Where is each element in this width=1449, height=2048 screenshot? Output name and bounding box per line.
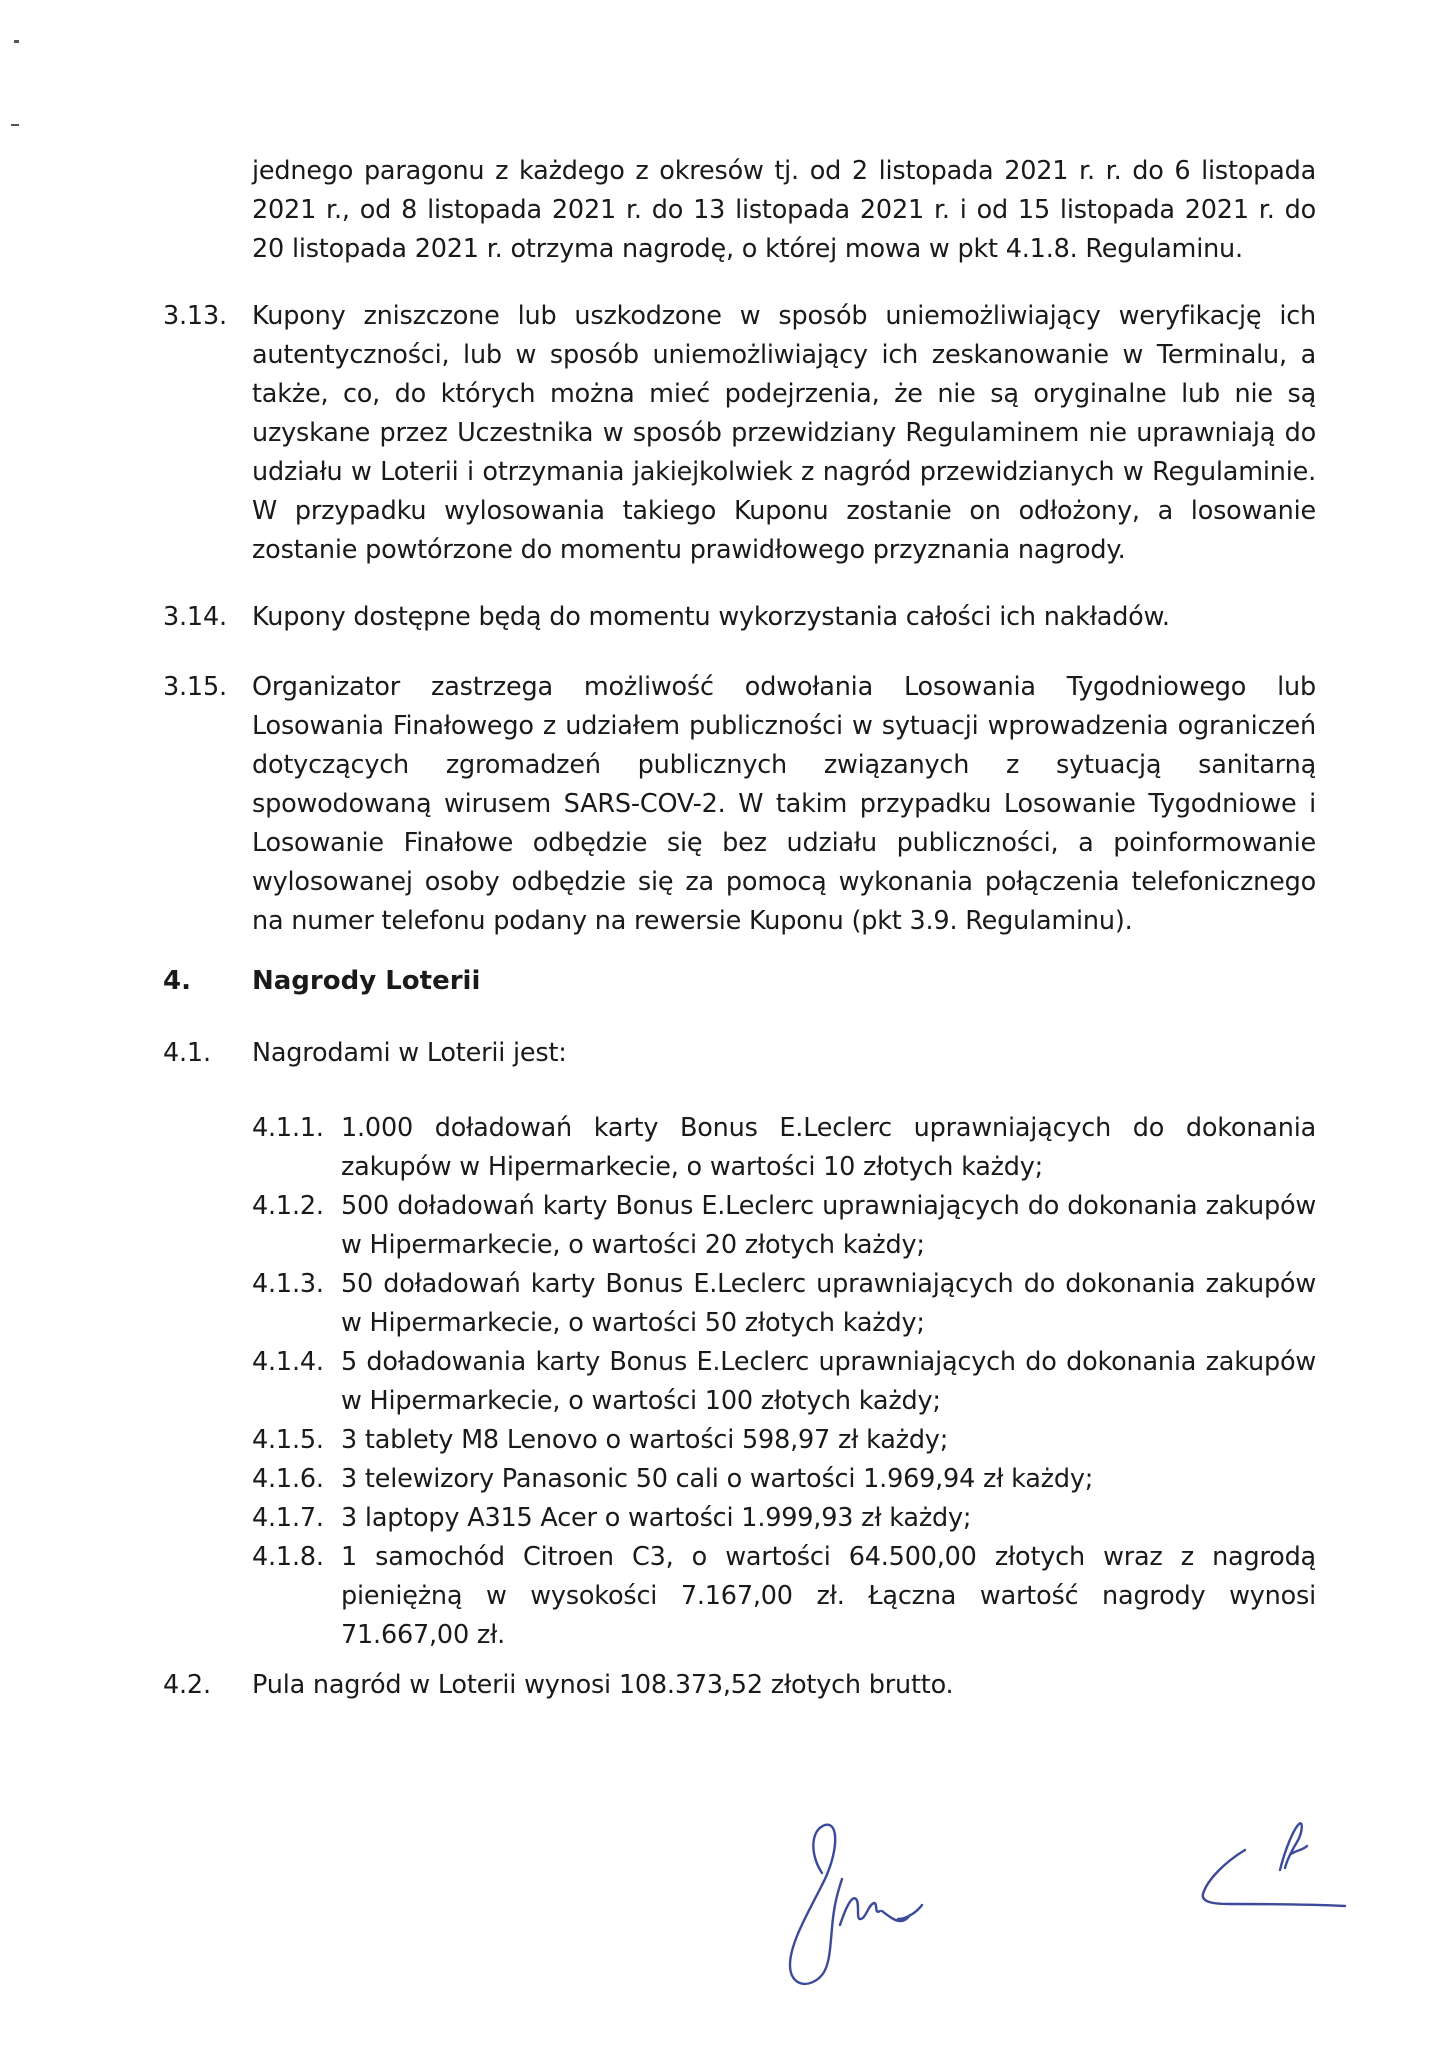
signature-right	[1185, 1810, 1375, 1930]
section-text: Pula nagród w Loterii wynosi 108.373,52 złotych brutto.	[252, 1670, 954, 1700]
prize-number: 4.1.4.	[252, 1347, 324, 1377]
prize-number: 4.1.5.	[252, 1425, 324, 1455]
prize-text: 50 doładowań karty Bonus E.Leclerc uprawniających do dokonania zakupów w Hipermarkecie, o wartości 50 złotych każdy;	[341, 1269, 1316, 1338]
prize-number: 4.1.1.	[252, 1113, 324, 1143]
signature-stroke	[1203, 1823, 1345, 1906]
scan-mark	[11, 124, 19, 126]
section-number: 3.14.	[163, 602, 227, 632]
signature-stroke	[790, 1825, 922, 1984]
heading-number: 4.	[163, 966, 191, 996]
prize-text: 3 telewizory Panasonic 50 cali o wartości 1.969,94 zł każdy;	[341, 1464, 1094, 1494]
section-text: Kupony zniszczone lub uszkodzone w sposób uniemożliwiający weryfikację ich autentyczności, lub w sposób uniemożliwiający ich zeskanowanie w Terminalu, a także, co, do których można mieć podejrzenia, że nie są oryginalne lub nie są uzyskane przez Uczestnika w sposób przewidziany Regulaminem nie uprawniają do udziału w Loterii i otrzymania jakiejkolwiek z nagród przewidzianych w Regulaminie. W przypadku wylosowania takiego Kuponu zostanie on odłożony, a losowanie zostanie powtórzone do momentu prawidłowego przyznania nagrody.	[252, 301, 1316, 565]
prize-number: 4.1.3.	[252, 1269, 324, 1299]
section-text: Organizator zastrzega możliwość odwołania Losowania Tygodniowego lub Losowania Finałowego z udziałem publiczności w sytuacji wprowadzenia ograniczeń dotyczących zgromadzeń publicznych związanych z sytuacją sanitarną spowodowaną wirusem SARS-COV-2. W takim przypadku Losowanie Tygodniowe i Losowanie Finałowe odbędzie się bez udziału publiczności, a poinformowanie wylosowanej osoby odbędzie się za pomocą wykonania połączenia telefonicznego na numer telefonu podany na rewersie Kuponu (pkt 3.9. Regulaminu).	[252, 672, 1316, 936]
prize-text: 5 doładowania karty Bonus E.Leclerc uprawniających do dokonania zakupów w Hipermarkecie, o wartości 100 złotych każdy;	[341, 1347, 1316, 1416]
prize-text: 1.000 doładowań karty Bonus E.Leclerc uprawniających do dokonania zakupów w Hipermarkecie, o wartości 10 złotych każdy;	[341, 1113, 1316, 1182]
prize-text: 500 doładowań karty Bonus E.Leclerc uprawniających do dokonania zakupów w Hipermarkecie, o wartości 20 złotych każdy;	[341, 1191, 1316, 1260]
intro-paragraph: jednego paragonu z każdego z okresów tj. od 2 listopada 2021 r. r. do 6 listopada 2021 r., od 8 listopada 2021 r. do 13 listopada 2021 r. i od 15 listopada 2021 r. do 20 listopada 2021 r. otrzyma nagrodę, o której mowa w pkt 4.1.8. Regulaminu.	[252, 156, 1316, 264]
section-number: 4.1.	[163, 1038, 211, 1068]
section-number: 4.2.	[163, 1670, 211, 1700]
prize-number: 4.1.2.	[252, 1191, 324, 1221]
section-text: Nagrodami w Loterii jest:	[252, 1038, 567, 1068]
signature-left	[770, 1815, 940, 1995]
prize-text: 3 laptopy A315 Acer o wartości 1.999,93 zł każdy;	[341, 1503, 972, 1533]
prize-number: 4.1.8.	[252, 1542, 324, 1572]
scan-mark	[14, 40, 19, 43]
prize-number: 4.1.7.	[252, 1503, 324, 1533]
section-number: 3.13.	[163, 301, 227, 331]
section-number: 3.15.	[163, 672, 227, 702]
prize-text: 3 tablety M8 Lenovo o wartości 598,97 zł każdy;	[341, 1425, 949, 1455]
prize-number: 4.1.6.	[252, 1464, 324, 1494]
heading-title: Nagrody Loterii	[252, 966, 481, 996]
section-text: Kupony dostępne będą do momentu wykorzystania całości ich nakładów.	[252, 602, 1170, 632]
prize-text: 1 samochód Citroen C3, o wartości 64.500,00 złotych wraz z nagrodą pieniężną w wysokości 7.167,00 zł. Łączna wartość nagrody wynosi 71.667,00 zł.	[341, 1542, 1316, 1650]
